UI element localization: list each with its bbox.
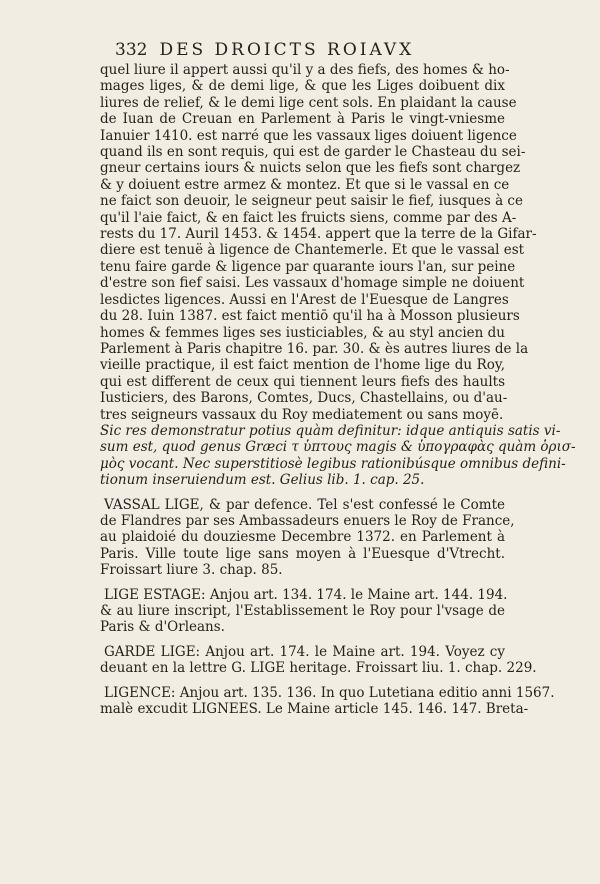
text-line: homes & femmes liges ses iusticiables, & au styl ancien du <box>100 324 505 341</box>
paragraph-gap <box>100 579 505 587</box>
paragraph <box>100 684 555 718</box>
text-line: GARDE LIGE: Anjou art. 174. le Maine art. 194. Voyez cy <box>104 643 505 660</box>
running-head: DES DROICTS ROIAVX <box>159 40 415 60</box>
text-line: quand ils en sont requis, qui est de garder le Chasteau du sei- <box>100 144 526 161</box>
page-header <box>115 40 515 60</box>
text-line: du 28. Iuin 1387. est faict mentiō qu'il ha à Mosson plusieurs <box>100 308 520 325</box>
paragraph <box>100 643 537 677</box>
text-line: LIGE ESTAGE: Anjou art. 134. 174. le Maine art. 144. 194. <box>104 586 508 603</box>
text-line: au plaidoié du douziesme Decembre 1372. en Parlement à <box>100 529 505 546</box>
text-line: tenu faire garde & ligence par quarante iours l'an, sur peine <box>100 258 516 275</box>
text-line: deuant en la lettre G. LIGE heritage. Froissart liu. 1. chap. 229. <box>100 660 537 677</box>
text-line: Iusticiers, des Barons, Comtes, Ducs, Chastellains, ou d'au- <box>100 390 508 407</box>
body-text <box>100 62 576 718</box>
text-line: qui est different de ceux qui tiennent leurs fiefs des haults <box>100 373 505 390</box>
text-line: lesdictes ligences. Aussi en l'Arest de l'Euesque de Langres <box>100 291 509 308</box>
paragraph-gap <box>100 636 505 644</box>
text-line: gneur certains iours & nuicts selon que les fiefs sont chargez <box>100 160 521 177</box>
text-line: & au liure inscript, l'Establissement le Roy pour l'vsage de <box>100 603 505 619</box>
text-line: rests du 17. Auril 1453. & 1454. appert que la terre de la Gifar- <box>100 226 537 243</box>
text-line: Sic res demonstratur potius quàm definitur: idque antiquis satis vi- <box>100 422 561 439</box>
text-line: tres seigneurs vassaux du Roy mediatement ou sans moyē. <box>100 406 504 423</box>
text-line: de Flandres par ses Ambassadeurs enuers le Roy de France, <box>100 512 515 529</box>
text-line: liures de relief, & le demi lige cent sols. En plaidant la cause <box>100 94 517 111</box>
text-line: sum est, quod genus Græci τ ὑπτους magis & ὑπογραφὰς quàm ὁρισ- <box>100 439 576 456</box>
paragraph <box>100 62 537 423</box>
text-line: LIGENCE: Anjou art. 135. 136. In quo Lutetiana editio anni 1567. <box>104 684 555 701</box>
text-line: Froissart liure 3. chap. 85. <box>100 562 283 579</box>
text-line: Ianuier 1410. est narré que les vassaux liges doiuent ligence <box>100 127 517 144</box>
text-line: VASSAL LIGE, & par defence. Tel s'est confessé le Comte <box>104 496 505 513</box>
paragraph <box>100 586 508 636</box>
text-line: mages liges, & de demi lige, & que les Liges doibuent dix <box>100 78 505 95</box>
text-line: μὸς vocant. Nec superstitiosè legibus rationibúsque omnibus defini- <box>100 455 566 472</box>
paragraph <box>100 496 515 579</box>
paragraph-gap <box>100 677 505 685</box>
page-number: 332 <box>115 40 148 60</box>
text-line: Paris & d'Orleans. <box>100 619 225 636</box>
text-line: malè excudit LIGNEES. Le Maine article 145. 146. 147. Breta- <box>100 701 529 718</box>
text-line: tionum inseruiendum est. Gelius lib. 1. cap. 25. <box>100 472 425 489</box>
text-line: de Iuan de Creuan en Parlement à Paris le vingt-vniesme <box>100 111 505 128</box>
text-line: quel liure il appert aussi qu'il y a des fiefs, des homes & ho- <box>100 62 510 78</box>
paragraph-gap <box>100 489 505 497</box>
text-line: & y doiuent estre armez & montez. Et que si le vassal en ce <box>100 176 510 193</box>
text-line: Paris. Ville toute lige sans moyen à l'Euesque d'Vtrecht. <box>100 545 505 562</box>
text-line: ne faict son deuoir, le seigneur peut saisir le fief, iusques à ce <box>100 193 523 210</box>
text-line: Parlement à Paris chapitre 16. par. 30. & ès autres liures de la <box>100 340 529 357</box>
latin-quotation <box>100 422 576 489</box>
text-line: diere est tenuë à ligence de Chantemerle. Et que le vassal est <box>100 242 525 259</box>
text-line: d'estre son fief saisi. Les vassaux d'homage simple ne doiuent <box>100 275 525 292</box>
text-line: qu'il l'aie faict, & en faict les fruicts siens, comme par des A- <box>100 209 517 226</box>
text-line: vieille practique, il est faict mention de l'home lige du Roy, <box>100 357 505 374</box>
